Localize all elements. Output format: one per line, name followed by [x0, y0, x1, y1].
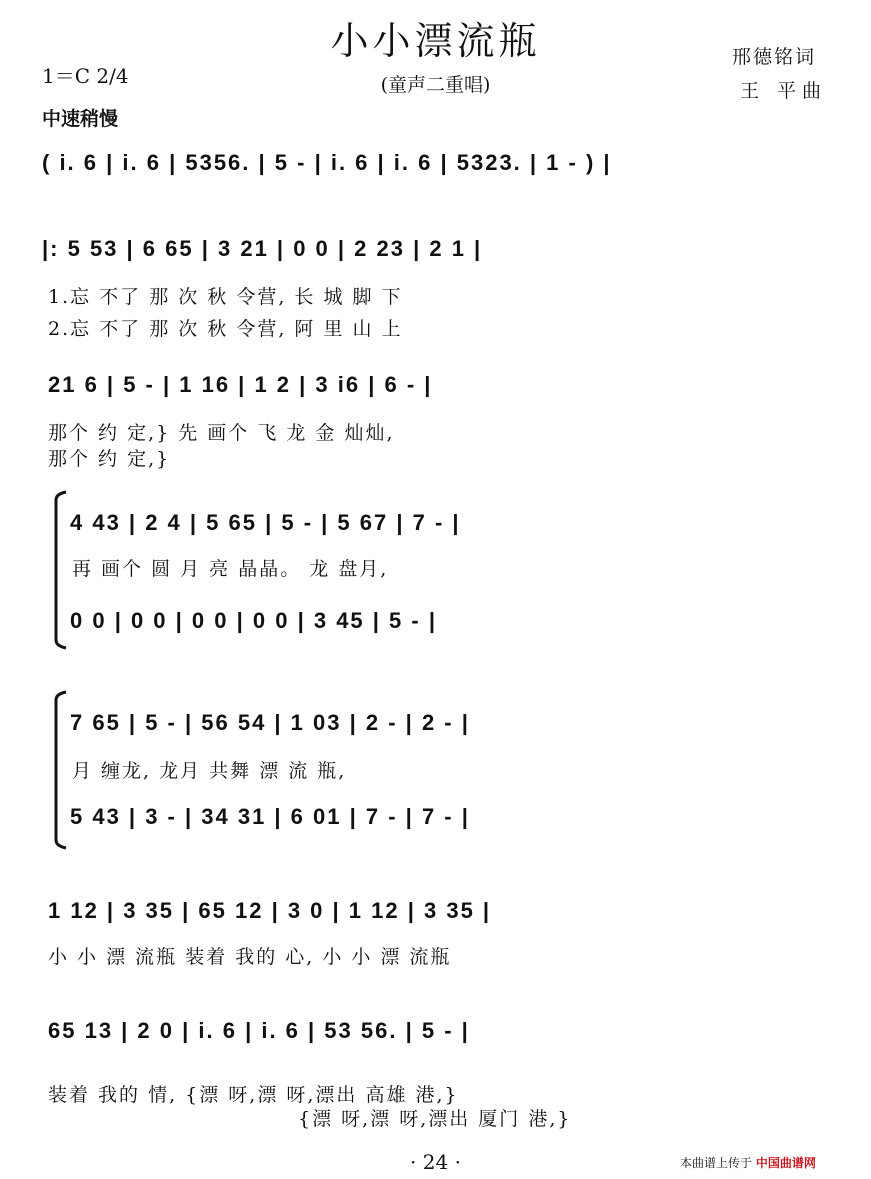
system-bracket-top [56, 492, 66, 500]
score-notes-line: 7 65 | 5 - | 56 54 | 1 03 | 2 - | 2 - | [70, 710, 470, 735]
lyric-line: 那个 约 定,} [48, 448, 171, 470]
score-notes-line: ( i. 6 | i. 6 | 5356. | 5 - | i. 6 | i. 6 | 5323. | 1 - ) | [42, 150, 612, 175]
score-notes-line-lower: 5 43 | 3 - | 34 31 | 6 01 | 7 - | 7 - | [70, 804, 470, 829]
lyric-line: 1.忘 不了 那 次 秋 令营, 长 城 脚 下 [48, 286, 403, 308]
credit-prefix: 本曲谱上传于 [680, 1156, 753, 1170]
score-notes-line: 4 43 | 2 4 | 5 65 | 5 - | 5 67 | 7 - | [70, 510, 461, 535]
site-credit [680, 1154, 816, 1171]
system-bracket-bottom [56, 640, 66, 648]
score-notes-line: |: 5 53 | 6 65 | 3 21 | 0 0 | 2 23 | 2 1 | [42, 236, 483, 261]
lyric-line: 小 小 漂 流瓶 装着 我的 心, 小 小 漂 流瓶 [48, 946, 452, 968]
page-number: · 24 · [410, 1150, 461, 1174]
system-bracket-bottom [56, 840, 66, 848]
lyricist-credit: 邢德铭词 [732, 46, 817, 68]
lyric-line: 2.忘 不了 那 次 秋 令营, 阿 里 山 上 [48, 318, 403, 340]
score-notes-line: 65 13 | 2 0 | i. 6 | i. 6 | 53 56. | 5 - | [48, 1018, 470, 1043]
lyric-line: 那个 约 定,} 先 画个 飞 龙 金 灿灿, [48, 422, 395, 444]
lyric-line: 装着 我的 情, {漂 呀,漂 呀,漂出 高雄 港,} [48, 1084, 459, 1106]
score-notes-line: 21 6 | 5 - | 1 16 | 1 2 | 3 i6 | 6 - | [48, 372, 433, 397]
score-notes-line-lower: 0 0 | 0 0 | 0 0 | 0 0 | 3 45 | 5 - | [70, 608, 437, 633]
lyric-line: 再 画个 圆 月 亮 晶晶。 龙 盘月, [72, 558, 389, 580]
song-subtitle: (童声二重唱) [380, 74, 491, 96]
key-signature: 1＝C 2/4 [42, 64, 129, 88]
credit-brand[interactable]: 中国曲谱网 [755, 1156, 816, 1170]
tempo-marking: 中速稍慢 [42, 108, 119, 130]
composer-credit: 王 平曲 [740, 80, 828, 102]
lyric-line: {漂 呀,漂 呀,漂出 厦门 港,} [298, 1108, 572, 1130]
system-bracket-top [56, 692, 66, 700]
song-title: 小小漂流瓶 [330, 19, 541, 63]
score-notes-line: 1 12 | 3 35 | 65 12 | 3 0 | 1 12 | 3 35 | [48, 898, 492, 923]
lyric-line: 月 缠龙, 龙月 共舞 漂 流 瓶, [72, 760, 347, 782]
